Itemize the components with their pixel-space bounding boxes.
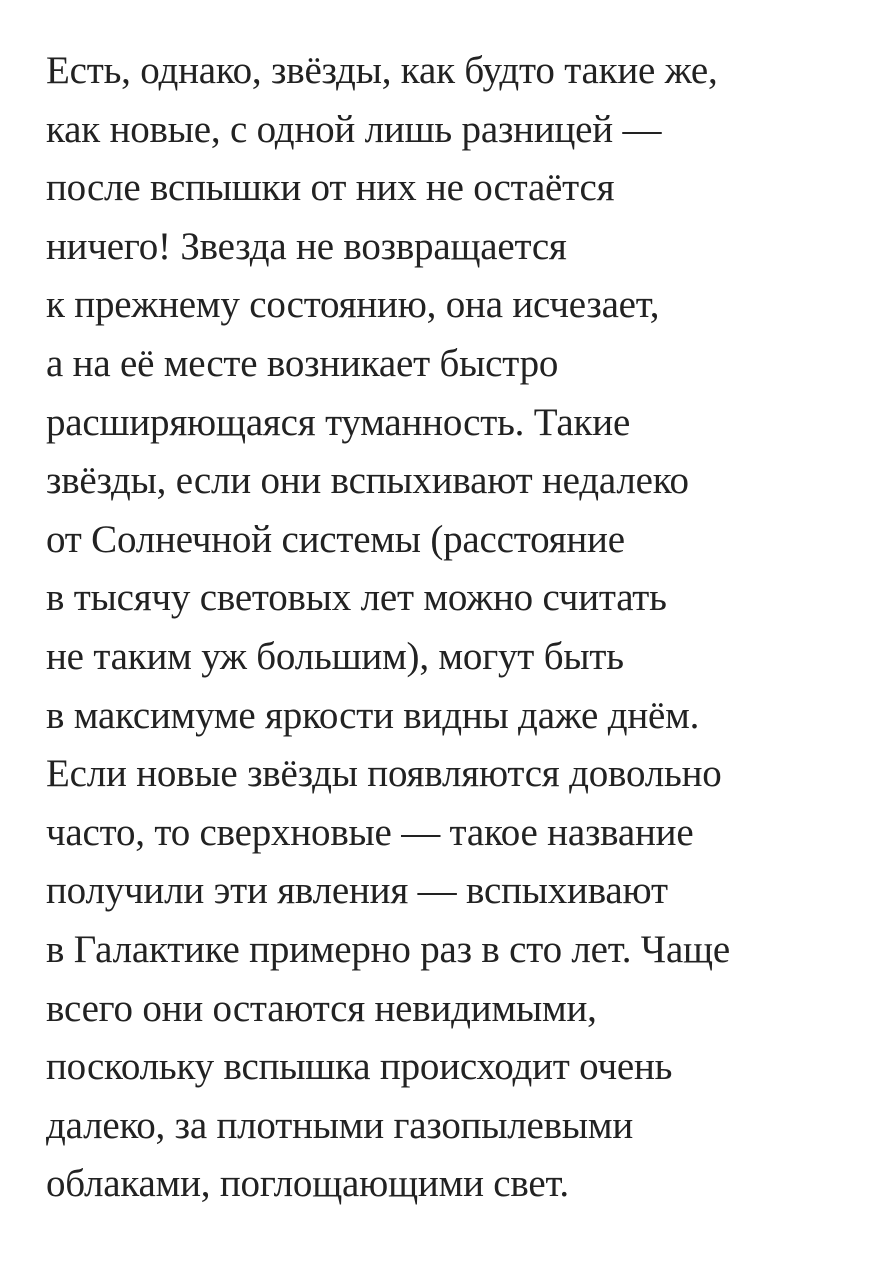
article-paragraph bbox=[46, 42, 866, 1214]
text-line: поскольку вспышка происходит очень bbox=[46, 1045, 673, 1089]
text-line: Если новые звёзды появляются довольно bbox=[46, 752, 722, 796]
text-line: всего они остаются невидимыми, bbox=[46, 986, 597, 1030]
text-line: в Галактике примерно раз в сто лет. Чаще bbox=[46, 927, 731, 971]
text-line: расширяющаяся туманность. Такие bbox=[46, 400, 631, 444]
text-line: к прежнему состоянию, она исчезает, bbox=[46, 283, 660, 327]
text-line: в максимуме яркости видны даже днём. bbox=[46, 693, 700, 737]
text-line: ничего! Звезда не возвращается bbox=[46, 224, 567, 268]
text-line: Есть, однако, звёзды, как будто такие же, bbox=[46, 49, 718, 92]
text-line: после вспышки от них не остаётся bbox=[46, 166, 615, 210]
text-line: как новые, с одной лишь разницей — bbox=[46, 107, 662, 151]
text-line: а на её месте возникает быстро bbox=[46, 341, 559, 385]
text-line: облаками, поглощающими свет. bbox=[46, 1162, 569, 1206]
text-line: получили эти явления — вспыхивают bbox=[46, 869, 668, 913]
text-line: далеко, за плотными газопылевыми bbox=[46, 1103, 634, 1147]
text-line: от Солнечной системы (расстояние bbox=[46, 517, 625, 561]
text-line: часто, то сверхновые — такое название bbox=[46, 810, 694, 854]
text-line: звёзды, если они вспыхивают недалеко bbox=[46, 459, 689, 503]
text-line: не таким уж большим), могут быть bbox=[46, 634, 624, 678]
text-line: в тысячу световых лет можно считать bbox=[46, 576, 667, 620]
